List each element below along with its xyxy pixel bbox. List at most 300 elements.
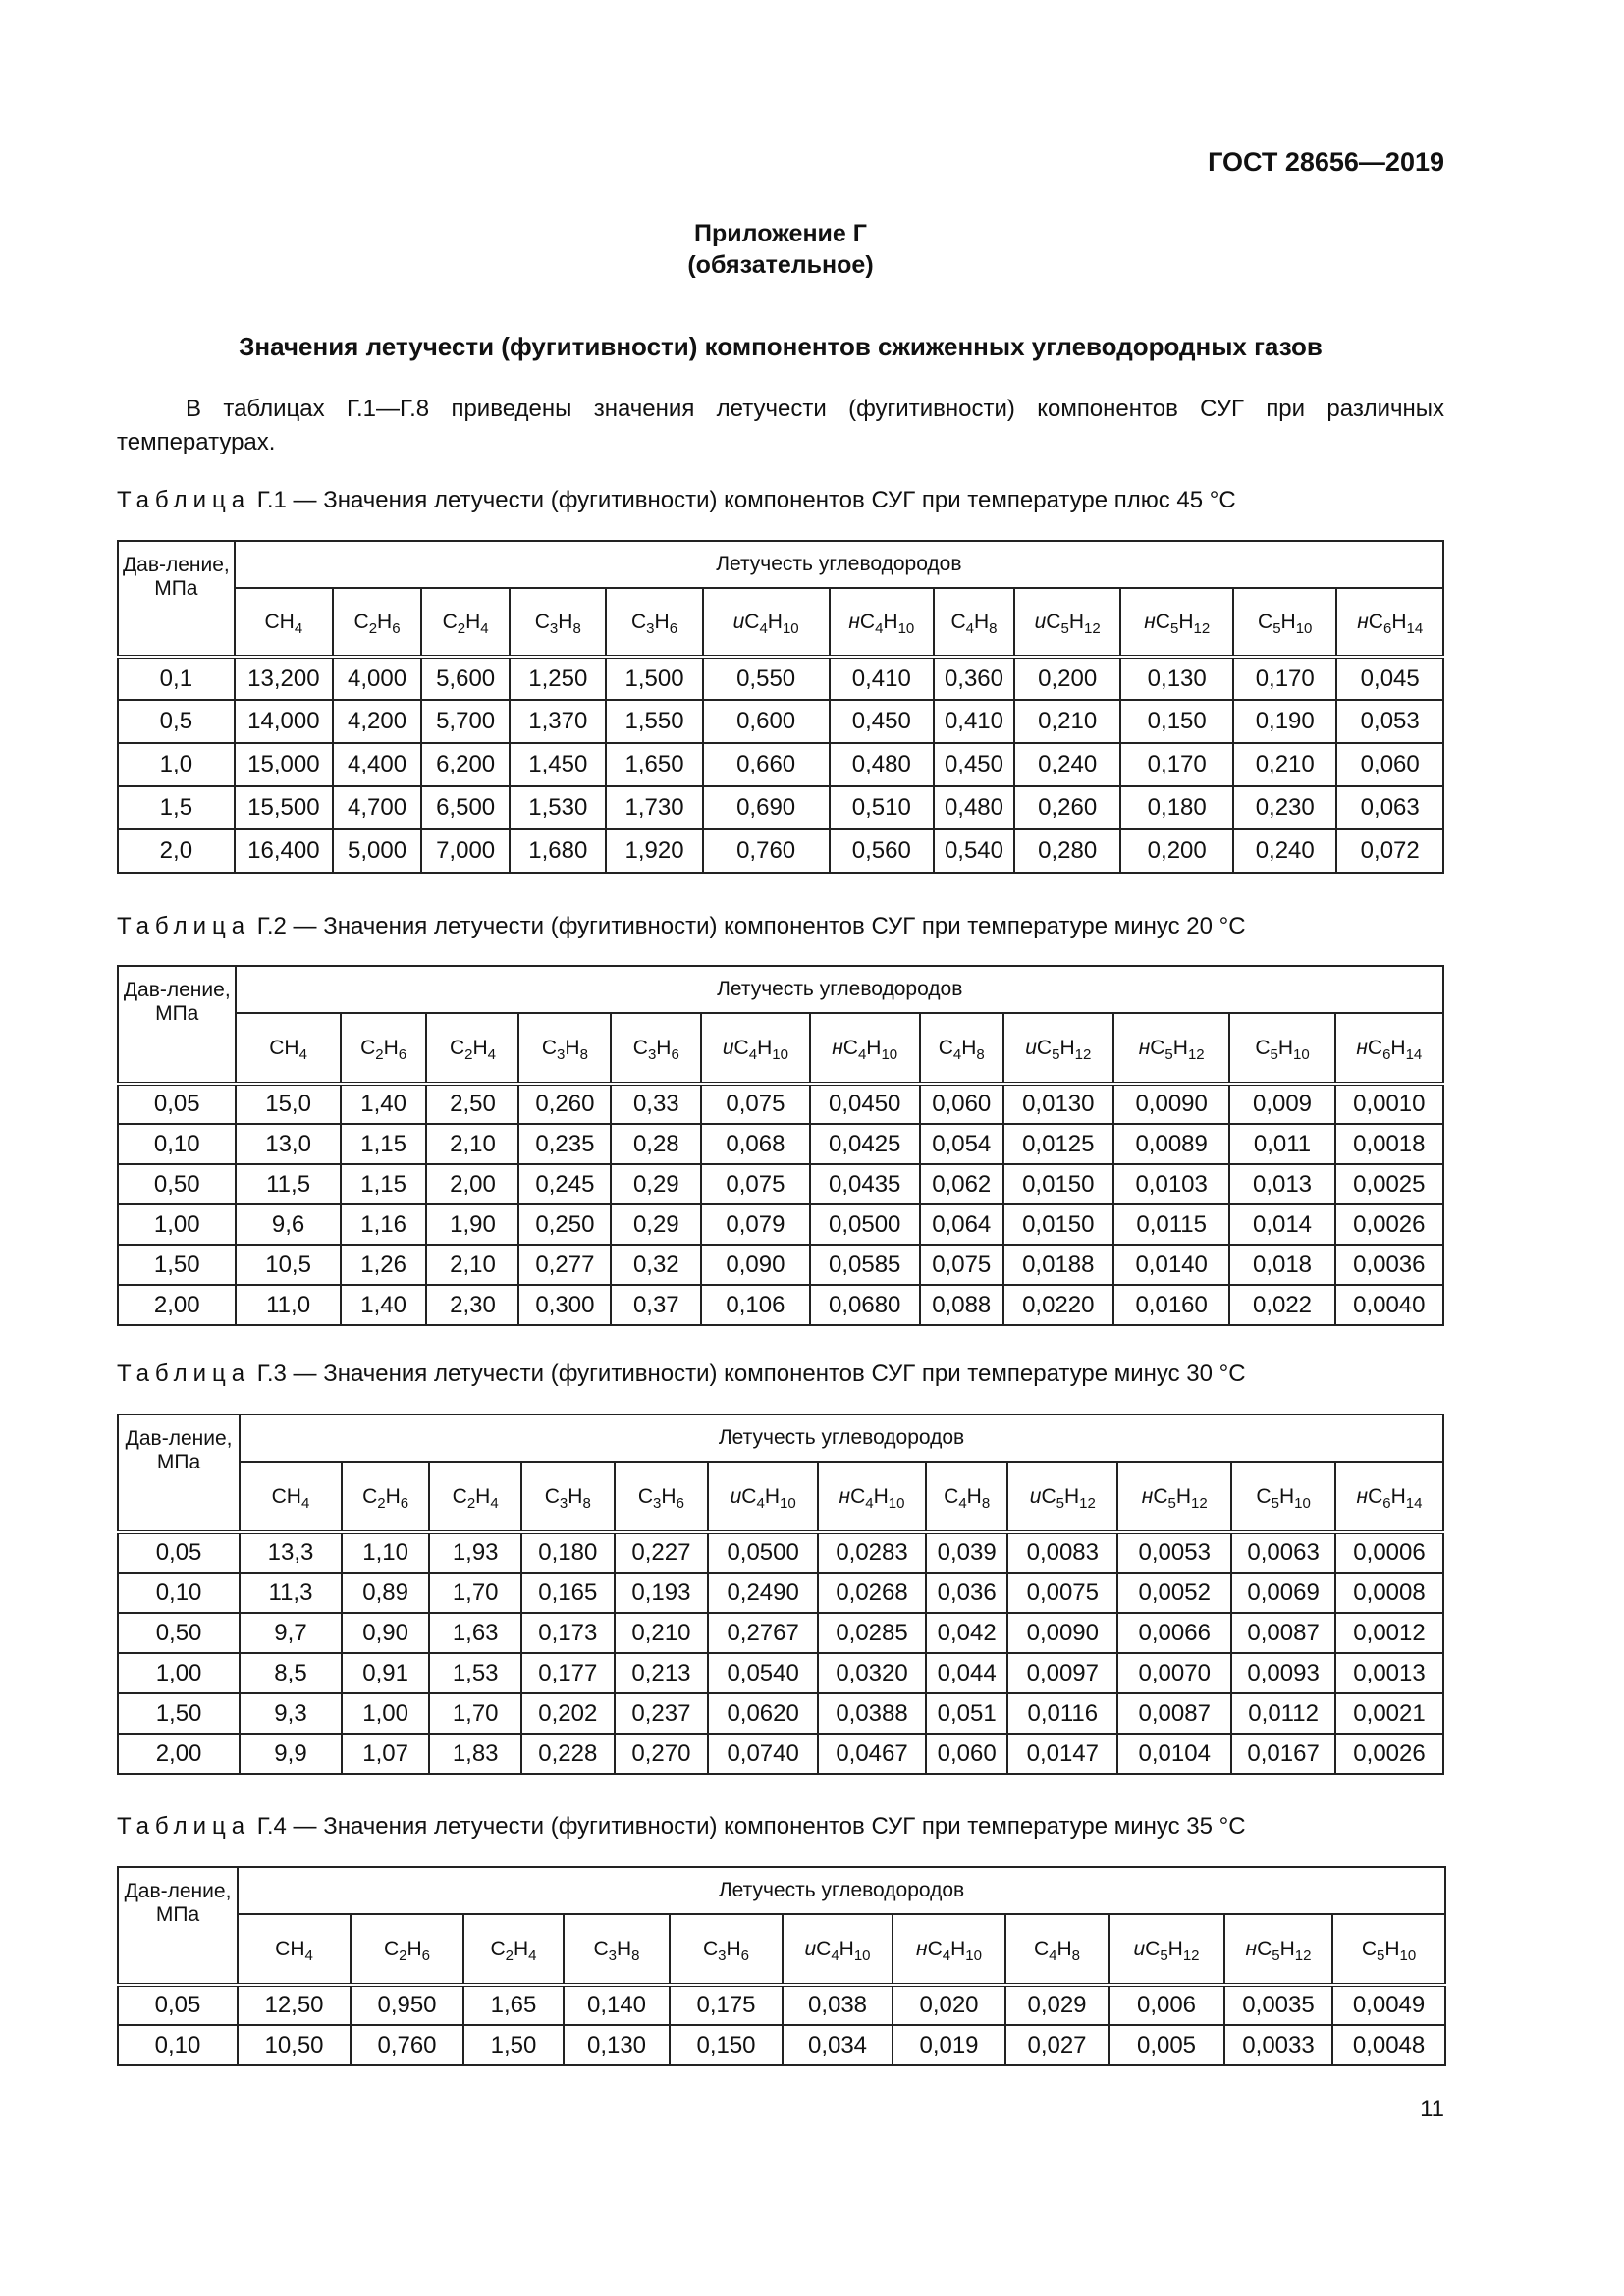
fugacity-cell: 0,130 bbox=[1120, 657, 1233, 700]
fugacity-cell: 9,3 bbox=[240, 1693, 342, 1734]
table-row bbox=[118, 1164, 1443, 1204]
fugacity-cell: 0,072 bbox=[1336, 829, 1443, 873]
fugacity-cell: 0,0467 bbox=[818, 1734, 926, 1774]
fugacity-cell: 0,360 bbox=[934, 657, 1014, 700]
fugacity-cell: 1,07 bbox=[342, 1734, 430, 1774]
fugacity-cell: 0,200 bbox=[1014, 657, 1120, 700]
table-caption bbox=[117, 913, 1246, 940]
fugacity-cell: 1,70 bbox=[429, 1693, 521, 1734]
fugacity-cell: 16,400 bbox=[235, 829, 333, 873]
fugacity-cell: 10,50 bbox=[238, 2025, 351, 2065]
fugacity-cell: 15,500 bbox=[235, 786, 333, 829]
pressure-cell: 0,10 bbox=[118, 1124, 236, 1164]
fugacity-cell: 0,193 bbox=[615, 1573, 709, 1613]
fugacity-cell: 11,0 bbox=[236, 1285, 340, 1325]
fugacity-cell: 0,0116 bbox=[1007, 1693, 1117, 1734]
fugacity-cell: 1,10 bbox=[342, 1532, 430, 1573]
fugacity-cell: 11,3 bbox=[240, 1573, 342, 1613]
fugacity-cell: 0,175 bbox=[670, 1985, 783, 2025]
fugacity-cell: 0,950 bbox=[351, 1985, 463, 2025]
fugacity-cell: 0,0026 bbox=[1335, 1734, 1443, 1774]
fugacity-cell: 0,260 bbox=[518, 1084, 611, 1124]
fugacity-cell: 2,10 bbox=[426, 1245, 518, 1285]
fugacity-cell: 1,550 bbox=[606, 700, 702, 743]
fugacity-cell: 0,005 bbox=[1109, 2025, 1224, 2065]
fugacity-cell: 0,540 bbox=[934, 829, 1014, 873]
table-row bbox=[118, 829, 1443, 873]
fugacity-cell: 7,000 bbox=[421, 829, 510, 873]
fugacity-cell: 0,0283 bbox=[818, 1532, 926, 1573]
table-row bbox=[118, 1693, 1443, 1734]
fugacity-cell: 0,90 bbox=[342, 1613, 430, 1653]
fugacity-table bbox=[117, 1866, 1446, 2066]
fugacity-cell: 0,690 bbox=[703, 786, 830, 829]
component-header: $C_4H_8$ bbox=[920, 1013, 1003, 1084]
component-header: $C_5H_{10}$ bbox=[1229, 1013, 1334, 1084]
fugacity-cell: 1,50 bbox=[463, 2025, 564, 2065]
document-code: ГОСТ 28656—2019 bbox=[1208, 147, 1444, 177]
fugacity-cell: 0,140 bbox=[564, 1985, 670, 2025]
fugacity-cell: 0,0540 bbox=[708, 1653, 818, 1693]
hydrocarbon-group-header: Летучесть углеводородов bbox=[238, 1867, 1445, 1914]
component-header: $CH_4$ bbox=[238, 1914, 351, 1985]
fugacity-cell: 14,000 bbox=[235, 700, 333, 743]
fugacity-cell: 0,075 bbox=[701, 1084, 809, 1124]
table-row bbox=[118, 1573, 1443, 1613]
fugacity-cell: 13,3 bbox=[240, 1532, 342, 1573]
fugacity-cell: 0,075 bbox=[701, 1164, 809, 1204]
fugacity-cell: 0,068 bbox=[701, 1124, 809, 1164]
table-number: Г.2 bbox=[256, 913, 287, 939]
fugacity-cell: 0,045 bbox=[1336, 657, 1443, 700]
hydrocarbon-group-header: Летучесть углеводородов bbox=[240, 1415, 1443, 1462]
fugacity-cell: 1,40 bbox=[341, 1285, 427, 1325]
fugacity-cell: 0,0053 bbox=[1117, 1532, 1231, 1573]
table-word: Таблица bbox=[117, 1361, 251, 1387]
table-row bbox=[118, 1204, 1443, 1245]
fugacity-cell: 0,89 bbox=[342, 1573, 430, 1613]
fugacity-cell: 0,060 bbox=[920, 1084, 1003, 1124]
component-header: $C_3H_6$ bbox=[615, 1462, 709, 1532]
fugacity-cell: 0,0021 bbox=[1335, 1693, 1443, 1734]
component-header: $иC_5H_{12}$ bbox=[1003, 1013, 1113, 1084]
fugacity-cell: 0,550 bbox=[703, 657, 830, 700]
fugacity-cell: 0,150 bbox=[1120, 700, 1233, 743]
component-header: $нC_4H_{10}$ bbox=[830, 588, 934, 657]
component-header: $иC_5H_{12}$ bbox=[1014, 588, 1120, 657]
fugacity-cell: 1,16 bbox=[341, 1204, 427, 1245]
component-header: $нC_4H_{10}$ bbox=[893, 1914, 1005, 1985]
fugacity-cell: 5,000 bbox=[333, 829, 421, 873]
fugacity-cell: 0,202 bbox=[521, 1693, 615, 1734]
component-header: $C_3H_8$ bbox=[510, 588, 606, 657]
table-row bbox=[118, 1532, 1443, 1573]
fugacity-cell: 4,400 bbox=[333, 743, 421, 786]
pressure-cell: 0,10 bbox=[118, 1573, 240, 1613]
component-header: $C_3H_8$ bbox=[521, 1462, 615, 1532]
component-header: $иC_4H_{10}$ bbox=[708, 1462, 818, 1532]
fugacity-cell: 0,034 bbox=[783, 2025, 893, 2065]
fugacity-cell: 10,5 bbox=[236, 1245, 340, 1285]
fugacity-cell: 12,50 bbox=[238, 1985, 351, 2025]
fugacity-cell: 1,920 bbox=[606, 829, 702, 873]
fugacity-cell: 0,29 bbox=[611, 1164, 701, 1204]
table-number: Г.1 bbox=[256, 487, 287, 513]
fugacity-table bbox=[117, 540, 1444, 874]
fugacity-cell: 2,50 bbox=[426, 1084, 518, 1124]
fugacity-cell: 0,0620 bbox=[708, 1693, 818, 1734]
fugacity-cell: 0,170 bbox=[1120, 743, 1233, 786]
fugacity-cell: 0,0013 bbox=[1335, 1653, 1443, 1693]
fugacity-cell: 0,32 bbox=[611, 1245, 701, 1285]
fugacity-cell: 0,0150 bbox=[1003, 1204, 1113, 1245]
fugacity-cell: 1,63 bbox=[429, 1613, 521, 1653]
fugacity-cell: 0,0140 bbox=[1113, 1245, 1229, 1285]
fugacity-cell: 0,180 bbox=[1120, 786, 1233, 829]
fugacity-cell: 0,480 bbox=[830, 743, 934, 786]
fugacity-cell: 0,006 bbox=[1109, 1985, 1224, 2025]
fugacity-cell: 1,00 bbox=[342, 1693, 430, 1734]
component-header: $C_2H_4$ bbox=[426, 1013, 518, 1084]
component-header: $CH_4$ bbox=[236, 1013, 340, 1084]
pressure-cell: 0,10 bbox=[118, 2025, 238, 2065]
pressure-cell: 2,0 bbox=[118, 829, 235, 873]
fugacity-cell: 0,0585 bbox=[810, 1245, 920, 1285]
table-caption-text: — Значения летучести (фугитивности) компонентов СУГ при температуре минус 35 °С bbox=[293, 1813, 1246, 1840]
table-number: Г.3 bbox=[256, 1361, 287, 1387]
fugacity-cell: 0,0104 bbox=[1117, 1734, 1231, 1774]
fugacity-cell: 15,000 bbox=[235, 743, 333, 786]
component-header: $нC_6H_{14}$ bbox=[1336, 588, 1443, 657]
fugacity-cell: 0,0008 bbox=[1335, 1573, 1443, 1613]
table-number: Г.4 bbox=[256, 1813, 287, 1840]
fugacity-cell: 0,0018 bbox=[1335, 1124, 1443, 1164]
fugacity-cell: 0,054 bbox=[920, 1124, 1003, 1164]
fugacity-cell: 0,018 bbox=[1229, 1245, 1334, 1285]
fugacity-cell: 0,0112 bbox=[1231, 1693, 1335, 1734]
fugacity-cell: 1,250 bbox=[510, 657, 606, 700]
fugacity-cell: 1,730 bbox=[606, 786, 702, 829]
fugacity-cell: 2,10 bbox=[426, 1124, 518, 1164]
fugacity-cell: 4,700 bbox=[333, 786, 421, 829]
fugacity-cell: 1,70 bbox=[429, 1573, 521, 1613]
component-header: $C_3H_8$ bbox=[564, 1914, 670, 1985]
appendix-status: (обязательное) bbox=[687, 251, 874, 279]
fugacity-cell: 0,250 bbox=[518, 1204, 611, 1245]
fugacity-cell: 0,760 bbox=[703, 829, 830, 873]
fugacity-cell: 1,90 bbox=[426, 1204, 518, 1245]
component-header: $нC_4H_{10}$ bbox=[810, 1013, 920, 1084]
table-row bbox=[118, 1124, 1443, 1164]
fugacity-cell: 0,0066 bbox=[1117, 1613, 1231, 1653]
fugacity-cell: 0,300 bbox=[518, 1285, 611, 1325]
fugacity-cell: 0,33 bbox=[611, 1084, 701, 1124]
pressure-header: Дав-ление, МПа bbox=[118, 966, 236, 1084]
fugacity-cell: 0,0188 bbox=[1003, 1245, 1113, 1285]
component-header: $нC_6H_{14}$ bbox=[1335, 1013, 1443, 1084]
fugacity-cell: 0,0500 bbox=[810, 1204, 920, 1245]
table-row bbox=[118, 1613, 1443, 1653]
fugacity-cell: 1,93 bbox=[429, 1532, 521, 1573]
fugacity-cell: 0,228 bbox=[521, 1734, 615, 1774]
component-header: $C_2H_6$ bbox=[333, 588, 421, 657]
fugacity-cell: 0,0150 bbox=[1003, 1164, 1113, 1204]
fugacity-cell: 0,044 bbox=[926, 1653, 1007, 1693]
fugacity-cell: 0,039 bbox=[926, 1532, 1007, 1573]
fugacity-cell: 0,0103 bbox=[1113, 1164, 1229, 1204]
fugacity-cell: 0,0097 bbox=[1007, 1653, 1117, 1693]
fugacity-cell: 0,227 bbox=[615, 1532, 709, 1573]
fugacity-cell: 11,5 bbox=[236, 1164, 340, 1204]
component-header: $C_5H_{10}$ bbox=[1332, 1914, 1445, 1985]
fugacity-cell: 0,011 bbox=[1229, 1124, 1334, 1164]
fugacity-cell: 0,075 bbox=[920, 1245, 1003, 1285]
table-row bbox=[118, 657, 1443, 700]
fugacity-cell: 0,760 bbox=[351, 2025, 463, 2065]
fugacity-cell: 0,0025 bbox=[1335, 1164, 1443, 1204]
fugacity-cell: 0,270 bbox=[615, 1734, 709, 1774]
fugacity-cell: 0,277 bbox=[518, 1245, 611, 1285]
fugacity-cell: 0,0285 bbox=[818, 1613, 926, 1653]
fugacity-cell: 0,064 bbox=[920, 1204, 1003, 1245]
fugacity-cell: 0,060 bbox=[926, 1734, 1007, 1774]
table-caption bbox=[117, 487, 1236, 514]
fugacity-cell: 0,410 bbox=[934, 700, 1014, 743]
component-header: $нC_5H_{12}$ bbox=[1120, 588, 1233, 657]
fugacity-cell: 0,060 bbox=[1336, 743, 1443, 786]
fugacity-cell: 0,0033 bbox=[1224, 2025, 1332, 2065]
fugacity-cell: 0,0090 bbox=[1113, 1084, 1229, 1124]
fugacity-cell: 0,0740 bbox=[708, 1734, 818, 1774]
pressure-cell: 0,5 bbox=[118, 700, 235, 743]
fugacity-cell: 0,0063 bbox=[1231, 1532, 1335, 1573]
fugacity-cell: 0,027 bbox=[1005, 2025, 1109, 2065]
component-header: $C_3H_8$ bbox=[518, 1013, 611, 1084]
fugacity-table bbox=[117, 965, 1444, 1326]
fugacity-cell: 0,237 bbox=[615, 1693, 709, 1734]
fugacity-cell: 0,410 bbox=[830, 657, 934, 700]
fugacity-cell: 2,30 bbox=[426, 1285, 518, 1325]
hydrocarbon-group-header: Летучесть углеводородов bbox=[236, 966, 1443, 1013]
fugacity-cell: 0,009 bbox=[1229, 1084, 1334, 1124]
pressure-cell: 0,50 bbox=[118, 1164, 236, 1204]
fugacity-cell: 13,0 bbox=[236, 1124, 340, 1164]
pressure-header: Дав-ление, МПа bbox=[118, 541, 235, 657]
fugacity-cell: 0,0130 bbox=[1003, 1084, 1113, 1124]
fugacity-cell: 0,165 bbox=[521, 1573, 615, 1613]
fugacity-cell: 5,600 bbox=[421, 657, 510, 700]
pressure-header: Дав-ление, МПа bbox=[118, 1415, 240, 1532]
fugacity-cell: 0,0160 bbox=[1113, 1285, 1229, 1325]
fugacity-cell: 0,0500 bbox=[708, 1532, 818, 1573]
fugacity-cell: 0,0435 bbox=[810, 1164, 920, 1204]
fugacity-cell: 0,053 bbox=[1336, 700, 1443, 743]
fugacity-cell: 0,088 bbox=[920, 1285, 1003, 1325]
fugacity-cell: 0,0026 bbox=[1335, 1204, 1443, 1245]
fugacity-cell: 0,130 bbox=[564, 2025, 670, 2065]
appendix-title: Приложение Г bbox=[694, 220, 867, 247]
table-row bbox=[118, 743, 1443, 786]
component-header: $иC_4H_{10}$ bbox=[783, 1914, 893, 1985]
fugacity-cell: 0,0125 bbox=[1003, 1124, 1113, 1164]
fugacity-cell: 9,9 bbox=[240, 1734, 342, 1774]
table-row bbox=[118, 1285, 1443, 1325]
fugacity-cell: 0,480 bbox=[934, 786, 1014, 829]
component-header: $иC_5H_{12}$ bbox=[1109, 1914, 1224, 1985]
component-header: $C_2H_6$ bbox=[342, 1462, 430, 1532]
fugacity-cell: 1,15 bbox=[341, 1124, 427, 1164]
pressure-cell: 2,00 bbox=[118, 1734, 240, 1774]
table-row bbox=[118, 2025, 1445, 2065]
fugacity-cell: 0,177 bbox=[521, 1653, 615, 1693]
fugacity-cell: 0,2767 bbox=[708, 1613, 818, 1653]
fugacity-cell: 0,0220 bbox=[1003, 1285, 1113, 1325]
fugacity-cell: 1,530 bbox=[510, 786, 606, 829]
component-header: $нC_5H_{12}$ bbox=[1113, 1013, 1229, 1084]
component-header: $C_4H_8$ bbox=[934, 588, 1014, 657]
fugacity-cell: 0,0089 bbox=[1113, 1124, 1229, 1164]
fugacity-cell: 6,200 bbox=[421, 743, 510, 786]
fugacity-cell: 1,53 bbox=[429, 1653, 521, 1693]
fugacity-cell: 0,450 bbox=[934, 743, 1014, 786]
fugacity-cell: 0,0049 bbox=[1332, 1985, 1445, 2025]
pressure-cell: 0,1 bbox=[118, 657, 235, 700]
fugacity-cell: 4,200 bbox=[333, 700, 421, 743]
fugacity-cell: 0,0680 bbox=[810, 1285, 920, 1325]
fugacity-cell: 0,029 bbox=[1005, 1985, 1109, 2025]
component-header: $C_5H_{10}$ bbox=[1231, 1462, 1335, 1532]
fugacity-cell: 0,0052 bbox=[1117, 1573, 1231, 1613]
table-row bbox=[118, 1734, 1443, 1774]
pressure-cell: 0,05 bbox=[118, 1084, 236, 1124]
fugacity-cell: 0,210 bbox=[615, 1613, 709, 1653]
component-header: $иC_4H_{10}$ bbox=[703, 588, 830, 657]
fugacity-cell: 0,0048 bbox=[1332, 2025, 1445, 2065]
fugacity-cell: 0,036 bbox=[926, 1573, 1007, 1613]
fugacity-cell: 1,40 bbox=[341, 1084, 427, 1124]
table-row bbox=[118, 700, 1443, 743]
pressure-cell: 1,00 bbox=[118, 1204, 236, 1245]
component-header: $C_2H_6$ bbox=[351, 1914, 463, 1985]
fugacity-cell: 0,0320 bbox=[818, 1653, 926, 1693]
intro-paragraph: В таблицах Г.1—Г.8 приведены значения летучести (фугитивности) компонентов СУГ при различных температурах. bbox=[117, 396, 1444, 455]
fugacity-cell: 0,0036 bbox=[1335, 1245, 1443, 1285]
fugacity-cell: 0,062 bbox=[920, 1164, 1003, 1204]
fugacity-cell: 1,680 bbox=[510, 829, 606, 873]
fugacity-cell: 0,235 bbox=[518, 1124, 611, 1164]
pressure-cell: 1,50 bbox=[118, 1693, 240, 1734]
component-header: $CH_4$ bbox=[235, 588, 333, 657]
fugacity-cell: 0,0006 bbox=[1335, 1532, 1443, 1573]
component-header: $C_4H_8$ bbox=[926, 1462, 1007, 1532]
component-header: $нC_5H_{12}$ bbox=[1224, 1914, 1332, 1985]
fugacity-cell: 0,0083 bbox=[1007, 1532, 1117, 1573]
fugacity-cell: 0,200 bbox=[1120, 829, 1233, 873]
fugacity-cell: 0,0115 bbox=[1113, 1204, 1229, 1245]
fugacity-cell: 0,0093 bbox=[1231, 1653, 1335, 1693]
fugacity-cell: 0,0087 bbox=[1117, 1693, 1231, 1734]
fugacity-cell: 0,0070 bbox=[1117, 1653, 1231, 1693]
table-row bbox=[118, 1653, 1443, 1693]
component-header: $C_2H_4$ bbox=[421, 588, 510, 657]
fugacity-cell: 0,29 bbox=[611, 1204, 701, 1245]
fugacity-cell: 0,260 bbox=[1014, 786, 1120, 829]
fugacity-cell: 0,240 bbox=[1014, 743, 1120, 786]
page-number: 11 bbox=[1420, 2096, 1444, 2122]
fugacity-cell: 0,014 bbox=[1229, 1204, 1334, 1245]
fugacity-cell: 5,700 bbox=[421, 700, 510, 743]
fugacity-cell: 0,042 bbox=[926, 1613, 1007, 1653]
fugacity-cell: 1,370 bbox=[510, 700, 606, 743]
fugacity-cell: 0,450 bbox=[830, 700, 934, 743]
fugacity-cell: 0,0069 bbox=[1231, 1573, 1335, 1613]
fugacity-cell: 0,022 bbox=[1229, 1285, 1334, 1325]
fugacity-cell: 0,213 bbox=[615, 1653, 709, 1693]
pressure-cell: 1,50 bbox=[118, 1245, 236, 1285]
fugacity-cell: 0,510 bbox=[830, 786, 934, 829]
fugacity-cell: 0,051 bbox=[926, 1693, 1007, 1734]
component-header: $C_3H_6$ bbox=[606, 588, 702, 657]
fugacity-cell: 0,0010 bbox=[1335, 1084, 1443, 1124]
fugacity-cell: 0,0012 bbox=[1335, 1613, 1443, 1653]
fugacity-cell: 4,000 bbox=[333, 657, 421, 700]
table-row bbox=[118, 1245, 1443, 1285]
section-title: Значения летучести (фугитивности) компонентов сжиженных углеводородных газов bbox=[239, 332, 1323, 361]
fugacity-cell: 0,150 bbox=[670, 2025, 783, 2065]
fugacity-cell: 0,0167 bbox=[1231, 1734, 1335, 1774]
fugacity-cell: 0,173 bbox=[521, 1613, 615, 1653]
fugacity-cell: 0,090 bbox=[701, 1245, 809, 1285]
pressure-cell: 0,05 bbox=[118, 1532, 240, 1573]
fugacity-cell: 0,230 bbox=[1233, 786, 1336, 829]
table-word: Таблица bbox=[117, 913, 251, 939]
fugacity-cell: 0,019 bbox=[893, 2025, 1005, 2065]
hydrocarbon-group-header: Летучесть углеводородов bbox=[235, 541, 1443, 588]
table-caption-text: — Значения летучести (фугитивности) компонентов СУГ при температуре минус 30 °С bbox=[293, 1361, 1246, 1387]
fugacity-cell: 1,500 bbox=[606, 657, 702, 700]
fugacity-cell: 1,450 bbox=[510, 743, 606, 786]
table-word: Таблица bbox=[117, 487, 251, 513]
fugacity-cell: 0,0075 bbox=[1007, 1573, 1117, 1613]
fugacity-cell: 0,190 bbox=[1233, 700, 1336, 743]
fugacity-cell: 9,7 bbox=[240, 1613, 342, 1653]
component-header: $нC_6H_{14}$ bbox=[1335, 1462, 1443, 1532]
fugacity-cell: 0,91 bbox=[342, 1653, 430, 1693]
pressure-cell: 1,0 bbox=[118, 743, 235, 786]
fugacity-cell: 0,28 bbox=[611, 1124, 701, 1164]
table-caption bbox=[117, 1361, 1246, 1388]
component-header: $C_2H_4$ bbox=[429, 1462, 521, 1532]
fugacity-cell: 0,020 bbox=[893, 1985, 1005, 2025]
component-header: $нC_4H_{10}$ bbox=[818, 1462, 926, 1532]
component-header: $CH_4$ bbox=[240, 1462, 342, 1532]
table-caption bbox=[117, 1813, 1246, 1841]
component-header: $нC_5H_{12}$ bbox=[1117, 1462, 1231, 1532]
fugacity-cell: 2,00 bbox=[426, 1164, 518, 1204]
fugacity-cell: 0,0450 bbox=[810, 1084, 920, 1124]
fugacity-cell: 0,038 bbox=[783, 1985, 893, 2025]
fugacity-cell: 1,15 bbox=[341, 1164, 427, 1204]
fugacity-cell: 0,660 bbox=[703, 743, 830, 786]
fugacity-cell: 1,83 bbox=[429, 1734, 521, 1774]
appendix-heading bbox=[117, 218, 1444, 281]
component-header: $C_2H_4$ bbox=[463, 1914, 564, 1985]
component-header: $C_5H_{10}$ bbox=[1233, 588, 1336, 657]
fugacity-cell: 0,210 bbox=[1233, 743, 1336, 786]
table-row bbox=[118, 786, 1443, 829]
fugacity-table bbox=[117, 1414, 1444, 1775]
table-caption-text: — Значения летучести (фугитивности) компонентов СУГ при температуре минус 20 °С bbox=[293, 913, 1246, 939]
